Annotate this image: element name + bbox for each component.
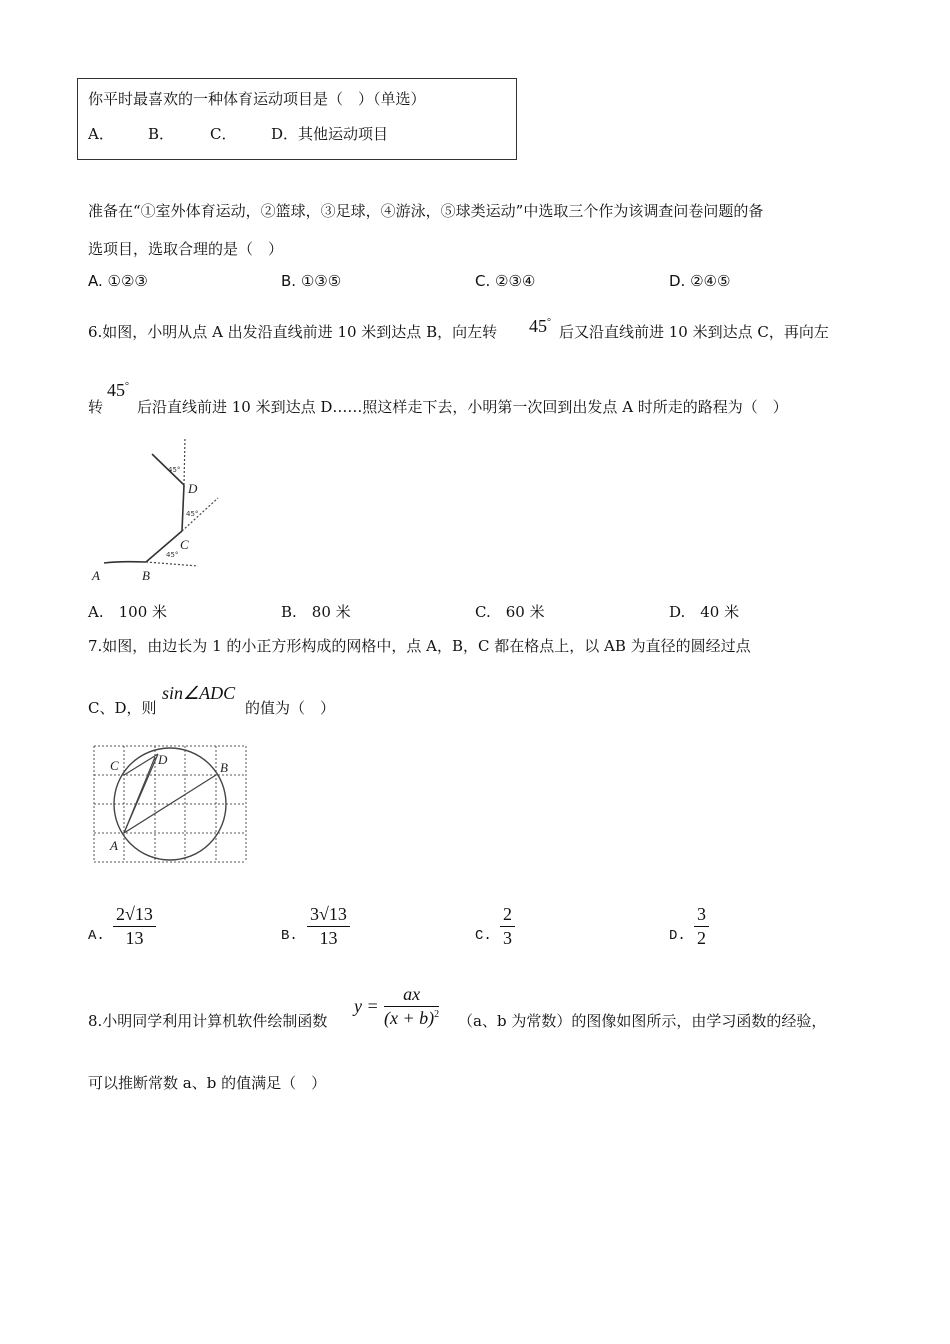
q6-label-a: A [92, 568, 100, 583]
q7-text-line2a: C、D，则 [88, 699, 157, 717]
q7-option-b-numerator: 3√13 [310, 904, 347, 924]
q7-option-b-fraction [307, 904, 350, 949]
q6-text-line1b: 后又沿直线前进 10 米到达点 C，再向左 [559, 323, 829, 341]
q5-option-a: A. ①②③ [88, 272, 148, 290]
q5-option-c: C. ②③④ [475, 272, 536, 290]
q7-option-a-fraction [113, 904, 156, 949]
q8-formula-numerator: ax [403, 984, 421, 1004]
q7-label-d: D [158, 752, 168, 767]
q6-option-d: D. 40 米 [669, 603, 740, 621]
q7-option-d-letter: D. [669, 928, 686, 944]
q7-option-c-fraction [500, 904, 515, 949]
survey-option-a: A． [88, 125, 114, 143]
q8-text-line2: 可以推断常数 a、b 的值满足（ ） [88, 1074, 327, 1092]
q8-formula-fraction [384, 984, 439, 1029]
q7-option-c-letter: C. [475, 928, 492, 944]
q6-option-a: A. 100 米 [88, 603, 167, 621]
q6-angle-1: 45° [529, 316, 551, 336]
q7-option-a-denominator: 13 [125, 928, 144, 948]
survey-option-d: D．其他运动项目 [271, 125, 389, 143]
q7-sin-expression: sin∠ADC [162, 683, 236, 703]
q7-option-a-numerator: 2√13 [116, 904, 153, 924]
q7-option-b-denominator: 13 [319, 928, 338, 948]
q6-option-b: B. 80 米 [281, 603, 351, 621]
q7-option-d-numerator: 3 [697, 904, 706, 924]
q7-label-c: C [110, 758, 119, 773]
q5-text-line1: 准备在“①室外体育运动，②篮球，③足球，④游泳，⑤球类运动”中选取三个作为该调查问卷问题的备 [88, 202, 764, 220]
q7-text-line1: 7.如图，由边长为 1 的小正方形构成的网格中，点 A，B，C 都在格点上，以 AB 为直径的圆经过点 [88, 637, 751, 655]
survey-question: 你平时最喜欢的一种体育运动项目是（ ）（单选） [88, 90, 426, 108]
q7-segment-ac [124, 757, 155, 833]
survey-option-b: B． [148, 125, 175, 143]
q8-formula-lhs: y = [354, 996, 379, 1016]
survey-option-c: C． [210, 125, 237, 143]
q8-formula-denominator: $(x + b)^2$ [384, 1008, 440, 1028]
q7-option-c-denominator: 3 [503, 928, 512, 948]
q7-option-a-letter: A. [88, 928, 105, 944]
q6-angle-2: 45° [107, 380, 129, 400]
q6-label-d: D [188, 481, 198, 496]
q6-text-line2b: 后沿直线前进 10 米到达点 D……照这样走下去，小明第一次回到出发点 A 时所走的路程为（ ） [137, 398, 788, 416]
q5-text-line2: 选项目，选取合理的是（ ） [88, 240, 284, 258]
q7-option-d-denominator: 2 [697, 928, 706, 948]
q6-text-line2a: 转 [88, 398, 104, 416]
q7-option-b-letter: B. [281, 928, 298, 944]
q6-angle-label-b: 45° [166, 551, 179, 559]
q7-option-d-fraction [694, 904, 709, 949]
q5-option-d: D. ②④⑤ [669, 272, 731, 290]
q7-label-a: A [110, 838, 118, 853]
q6-label-b: B [142, 568, 150, 583]
q8-text-line1b: （a、b 为常数）的图像如图所示，由学习函数的经验， [458, 1012, 827, 1030]
q6-angle-label-d: 45° [168, 466, 181, 474]
q5-option-b: B. ①③⑤ [281, 272, 342, 290]
q6-angle-label-c: 45° [186, 510, 199, 518]
q7-text-line2b: 的值为（ ） [245, 699, 336, 717]
q6-option-c: C. 60 米 [475, 603, 545, 621]
q6-text-line1a: 6.如图，小明从点 A 出发沿直线前进 10 米到达点 B，向左转 [88, 323, 498, 341]
q7-label-b: B [220, 760, 228, 775]
q7-option-c-numerator: 2 [503, 904, 512, 924]
q6-label-c: C [180, 537, 189, 552]
q8-text-line1a: 8.小明同学利用计算机软件绘制函数 [88, 1012, 328, 1030]
